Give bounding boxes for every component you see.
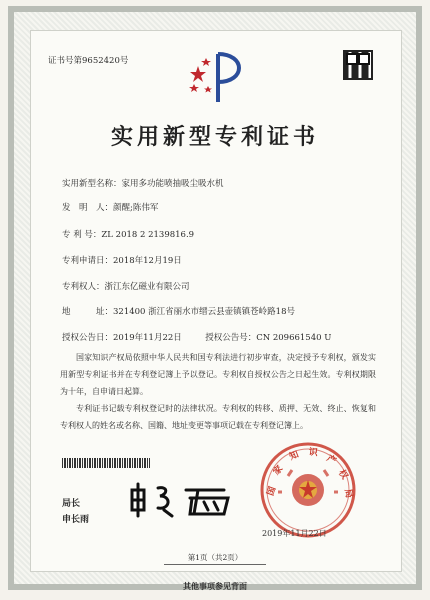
director-signature xyxy=(124,480,236,520)
official-seal xyxy=(258,440,358,540)
svg-text:国: 国 xyxy=(265,485,279,498)
page-indicator: 第1页（共2页） xyxy=(187,553,243,562)
field-grant-date: 授权公告日：2019年11月22日 授权公告号：CN 209661540 U xyxy=(62,333,332,343)
qr-code xyxy=(343,50,373,80)
field-application-date: 专利申请日：2018年12月19日 xyxy=(62,256,182,266)
svg-text:权: 权 xyxy=(335,468,350,482)
paragraph-legal-status: 专利证书记载专利权登记时的法律状况。专利权的转移、质押、无效、终止、恢复和专利权人的姓名或名称、国籍、地址变更等事项记载在专利登记簿上。 xyxy=(60,404,376,430)
director-title: 局长 xyxy=(62,499,81,509)
paragraph-grant: 国家知识产权局依照中华人民共和国专利法进行初步审查，决定授予专利权，颁发实用新型专利证书并在专利登记簿上予以登记。专利权自授权公告之日起生效。专利权期限为十年，自申请日起算。 xyxy=(60,353,376,396)
director-name: 申长雨 xyxy=(62,515,90,525)
seal-date: 2019年11月22日 xyxy=(262,529,327,538)
back-note: 其他事项参见背面 xyxy=(183,581,247,591)
barcode xyxy=(62,458,150,468)
field-inventors: 发 明 人：颜醒;陈伟军 xyxy=(62,203,159,213)
svg-text:产: 产 xyxy=(324,453,338,467)
field-utility-model-name: 实用新型名称：家用多功能喷抽吸尘吸水机 xyxy=(62,179,224,189)
director-block xyxy=(62,496,89,528)
certificate-body-text xyxy=(60,349,376,434)
patent-office-logo xyxy=(184,50,250,106)
field-patent-number: 专 利 号：ZL 2018 2 2139816.9 xyxy=(62,230,195,240)
svg-text:知: 知 xyxy=(288,449,301,463)
field-patentee: 专利权人：浙江东亿磁业有限公司 xyxy=(62,282,190,292)
certificate-number: 证书号第9652420号 xyxy=(48,56,129,66)
svg-text:局: 局 xyxy=(342,488,354,500)
field-address: 地 址：321400 浙江省丽水市缙云县壶镇镇苍岭路18号 xyxy=(62,307,295,317)
svg-text:家: 家 xyxy=(271,463,286,478)
svg-text:识: 识 xyxy=(308,447,319,459)
divider xyxy=(164,564,266,565)
page-title: 实用新型专利证书 xyxy=(110,124,319,150)
